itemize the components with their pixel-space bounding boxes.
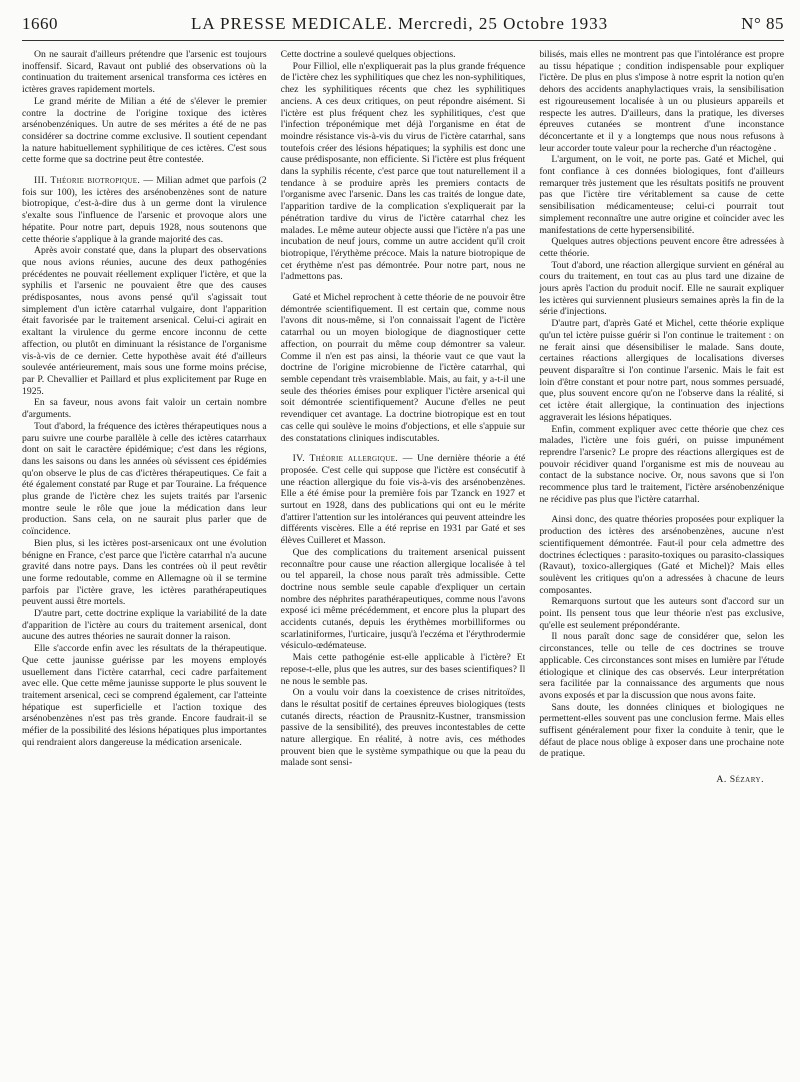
paragraph xyxy=(22,421,267,538)
paragraph-text: On a voulu voir dans la coexistence de crises nitritoïdes, dans le résultat positif de certaines épreuves biologiques (tests cutanés directs, réaction de Prausnitz-Kustner, transmission passive de la sensibilité), des preuves incontestables de cette nature allergique. En réalité, à notre avis, ces méthodes prouvent bien que le système sympathique ou que la peau du malade sont sensi- xyxy=(280,687,526,769)
paragraph-text: Milian admet que parfois (2 fois sur 100), les ictères des arsénobenzènes sont de nature biotropique, c'est-à-dire dus à un germe dont la virulence s'exalte sous l'influence de l'arsenic et provoque alors une hépatite. Pour notre part, depuis 1928, nous soutenons que cette théorie s'applique à la grande majorité des cas. xyxy=(22,175,267,245)
paragraph-text: On ne saurait d'ailleurs prétendre que l'arsenic est toujours inoffensif. Sicard, Ravaut ont publié des observations où la continuation du traitement arsenical transforma ces ictères en ictères graves rapidement mortels. xyxy=(22,49,267,96)
paragraph-text: Cette doctrine a soulevé quelques objections. xyxy=(280,49,456,60)
author-signature: A. Sézary. xyxy=(716,774,764,786)
paragraph-text: Après avoir constaté que, dans la plupart des observations que nous avions réunies, aucune des deux pathogénies précédentes ne pouvait réellement expliquer l'ictère, et que la syphilis et l'arsenic ne pouvaient être que des causes prédisposantes, nous avons pensé qu'il s'agissait tout simplement d'un ictère catarrhal vulgaire, dont l'apparition était favorisée par le traitement arsenical. Celui-ci agirait en exaltant la virulence du germe encore inconnu de cette affection, ou plutôt en diminuant la résistance de l'organisme vis-à-vis de ce dernier. Cette hypothèse avait été d'ailleurs soulevée antérieurement, mais sous une forme moins précise, par P. Chevallier et Paillard et plus explicitement par Ruge en 1925. xyxy=(22,245,267,397)
paragraph xyxy=(539,702,784,761)
paragraph xyxy=(281,61,526,283)
paragraph-text: Que des complications du traitement arsenical puissent reconnaître pour cause une réaction allergique localisée à tel ou tel appareil, la chose nous paraît très admissible. Cette doctrine nous semble seule capable d'expliquer un certain nombre des néphrites parathérapeutiques, comme nous l'avons exposé ici même précédemment, et encore plus la plupart des accidents cutanés, depuis les érythèmes morbilliformes ou scarlatiniformes, l'urticaire, jusqu'à l'eczéma et l'érythrodermie vésiculo-œdémateuse. xyxy=(280,546,526,652)
paragraph xyxy=(281,49,526,61)
paragraph xyxy=(539,236,784,259)
paragraph-text: L'argument, on le voit, ne porte pas. Gaté et Michel, qui font confiance à ces données biologiques, font d'ailleurs remarquer très justement que les résultats positifs ne prouvent pas que l'ictère tire véritablement sa cause de cette sensibilisation médicamenteuse; celui-ci pourrait tout simplement reconnaître une autre origine et coïncider avec les manifestations de cette hypersensibilité. xyxy=(539,154,784,236)
paragraph-text: Le grand mérite de Milian a été de s'élever le premier contre la doctrine de l'origine toxique des ictères arsénobenzéniques. Un autre de ses mérites a été de ne pas considérer sa doctrine comme exclusive. Il soutient cependant la nature habituellement syphilitique de ces ictères. C'est sous cette forme que sa doctrine peut être contestée. xyxy=(22,95,267,166)
paragraph-text: En sa faveur, nous avons fait valoir un certain nombre d'arguments. xyxy=(22,397,267,421)
paragraph-text: bilisés, mais elles ne montrent pas que l'intolérance est propre au tissu hépatique ; condition indispensable pour expliquer l'ictère. De plus en plus s'impose à notre esprit la notion qu'en dehors des accidents anaphylactiques vrais, la sensibilisation est rigoureusement localisée à un ou plusieurs appareils et respecte les autres. D'ailleurs, dans la pratique, les diverses épreuves cutanées se montrent d'une inconstance déconcertante et il y a longtemps que nous nous refusons à leur accorder toute valeur pour la recherche d'un réactogène . xyxy=(539,49,784,154)
paragraph xyxy=(281,687,526,769)
paragraph xyxy=(22,49,267,96)
paragraph-text: Tout d'abord, une réaction allergique survient en général au cours du traitement, en tout cas au plus tard une dizaine de jours après l'action du produit nocif. Elle ne saurait expliquer les ictères qui surviennent plusieurs semaines après la fin de la série d'injections. xyxy=(539,259,784,318)
paragraph xyxy=(22,175,267,245)
paragraph-text: Pour Filliol, elle n'expliquerait pas la plus grande fréquence de l'ictère chez les syphilitiques que chez les non-syphilitiques, chez les syphilitiques récents que chez les syphilitiques anciens. A ces deux critiques, on peut répondre aisément. Si l'ictère est plus fréquent chez les syphilitiques, c'est que l'infection tréponémique met déjà l'organisme en état de moindre résistance vis-à-vis du virus de l'ictère catarrhal, sans toutefois créer des lésions hépatiques; la syphilis est donc une cause prédisposante, non efficiente. Si l'ictère est plus fréquent dans la syphilis récente, c'est parce que tout naturellement il a tendance à se produire après les premiers contacts de l'organisme avec l'arsenic. Dans les cas traités de longue date, l'apparition tardive de la complication s'expliquerait par la pénétration tardive du virus de l'ictère catarrhal chez les malades. Le même auteur objecte aussi que l'ictère n'a pas une incubation de neuf jours, comme un autre accident qu'il croit biotropique, l'érythème précoce. Mais la nature biotropique de cet érythème n'est pas démontrée. Pour notre part, nous ne l'admettons pas. xyxy=(280,60,526,283)
paragraph-text: Mais cette pathogénie est-elle applicable à l'ictère? Et repose-t-elle, plus que les autres, sur des bases scientifiques? Il ne nous le semble pas. xyxy=(280,652,526,687)
column-right xyxy=(539,49,784,1059)
section-heading: IV. Théorie allergique. — xyxy=(292,453,413,465)
paragraph-text: Quelques autres objections peuvent encore être adressées à cette théorie. xyxy=(539,236,784,259)
section-heading: III. Théorie biotropique. — xyxy=(34,175,154,187)
paragraph-text: Enfin, comment expliquer avec cette théorie que chez ces malades, l'ictère une fois guéri, on puisse impunément reprendre l'arsenic? Le propre des réactions allergiques est de pouvoir récidiver quand l'organisme est mis de nouveau au contact de la substance nocive. Or, nous savons que si l'on recommence plus tard le traitement, l'ictère arsénobenzénique ne récidive pas plus que l'ictère catarrhal. xyxy=(539,423,784,505)
paragraph-text: Sans doute, les données cliniques et biologiques ne permettent-elles souvent pas une conclusion ferme. Mais elles suffisent généralement pour fixer la conduite à tenir, que le défaut de place nous oblige à exposer dans une prochaine note de pratique. xyxy=(539,701,784,760)
paragraph xyxy=(539,260,784,319)
paragraph-text: Remarquons surtout que les auteurs sont d'accord sur un point. Ils pensent tous que leur théorie n'est pas exclusive, qu'elle est seulement prépondérante. xyxy=(539,596,784,631)
paragraph-text: Ainsi donc, des quatre théories proposées pour expliquer la production des ictères des arsénobenzènes, aucune n'est scientifiquement démontrée. Faut-il pour cela admettre des doctrines éclectiques : parasito-toxiques ou parasito-classiques (Ravaut), toxico-allergiques (Gaté et Michel)? Mais elles soulèvent les critiques qu'on a adressées à chacune de leurs composantes. xyxy=(539,514,784,596)
paragraph-text: Gaté et Michel reprochent à cette théorie de ne pouvoir être démontrée scientifiquement. Il est certain que, comme nous l'avons dit nous-même, si l'on connaissait l'agent de l'ictère catarrhal ou un moyen biologique de diagnostiquer cette affection, on pourrait du même coup démontrer sa valeur. Comme il n'en est pas ainsi, la théorie vaut ce que vaut la doctrine de l'origine microbienne de l'ictère catarrhal, qui semble cependant très vraisemblable. Mais, au fait, y a-t-il une seule des théories émises pour expliquer l'ictère arsenical qui soit démontrée scientifiquement? Aucune d'elles ne peut revendiquer cet avantage. La doctrine biotropique est en tout cas celle qui soulève le moins d'objections, et elle s'appuie sur des constatations cliniques indiscutables. xyxy=(280,292,526,444)
paragraph-text: Bien plus, si les ictères post-arsenicaux ont une évolution bénigne en France, c'est parce que l'ictère catarrhal n'a aucune gravité dans notre pays. Dans les contrées où il peut revêtir une forme redoutable, comme en Allemagne où il se termine parfois par l'ictère grave, les ictères parathérapeutiques peuvent aussi être mortels. xyxy=(22,537,267,608)
article-body xyxy=(22,49,784,1059)
column-middle xyxy=(281,49,526,1059)
paragraph xyxy=(281,652,526,687)
paragraph-text: Elle s'accorde enfin avec les résultats de la thérapeutique. Que cette jaunisse guérisse par les moyens employés usuellement dans l'ictère catarrhal, ceci cadre parfaitement avec elle. Que cette même jaunisse supporte le plus souvent le traitement arsenical, ceci se comprend également, car l'atteinte hépatique est superficielle et l'action toxique des arsénobenzènes n'est pas très grande. Encore faudrait-il se méfier de la possibilité des lésions hépatiques plus importantes qui rendraient alors dangereuse la médication arsenicale. xyxy=(22,643,267,748)
paragraph xyxy=(281,453,526,547)
paragraph xyxy=(22,245,267,397)
paragraph-text: Tout d'abord, la fréquence des ictères thérapeutiques nous a paru suivre une courbe parallèle à celle des ictères catarrhaux dont on sait le caractère épidémique; c'est dans les régions, dans les saisons ou dans les années où sévissent ces épidémies qu'on observe le plus de cas d'ictères thérapeutiques. Ce fait a été également constaté par Ruge et par Touraine. La fréquence plus grande de l'ictère chez les sujets traités par l'arsenic montre seule le rôle que joue la médication dans leur production. Sans cela, on ne saurait plus parler que de coïncidence. xyxy=(22,420,267,538)
paragraph xyxy=(281,547,526,652)
paragraph xyxy=(539,424,784,506)
paragraph xyxy=(22,643,267,748)
paragraph xyxy=(539,596,784,631)
paragraph xyxy=(22,538,267,608)
paragraph xyxy=(539,318,784,423)
page-header xyxy=(22,14,784,41)
paragraph-text: D'autre part, d'après Gaté et Michel, cette théorie explique qu'un tel ictère puisse guérir si l'on continue le traitement : on ne ferait ainsi que désensibiliser le malade. Sans doute, certaines réactions allergiques de localisations diverses peuvent disparaître si l'on continue l'arsenic. Mais le fait est loin d'être constant et pour notre part, nous sommes persuadé, que, plus souvent encore qu'on ne l'observe dans la réalité, si cet ictère était allergique, la continuation des injections aggraverait les lésions hépatiques. xyxy=(539,318,784,423)
paragraph xyxy=(22,397,267,420)
paragraph xyxy=(539,49,784,154)
journal-title: LA PRESSE MEDICALE. Mercredi, 25 Octobre 1933 xyxy=(191,14,609,33)
paragraph-text: Il nous paraît donc sage de considérer que, selon les circonstances, telle ou telle de ces doctrines se trouve applicable. Ces circonstances sont mises en lumière par l'étude étiologique et clinique des cas observés. Leur interprétation sera facilitée par la connaissance des arguments que nous avons exposés et par la discussion que nous avons faite. xyxy=(539,631,784,701)
page-number: 1660 xyxy=(22,14,58,33)
paragraph xyxy=(281,292,526,444)
paragraph xyxy=(22,608,267,643)
paragraph xyxy=(539,154,784,236)
paragraph xyxy=(539,514,784,596)
column-left xyxy=(22,49,267,1059)
paragraph xyxy=(539,631,784,701)
paragraph xyxy=(22,96,267,166)
paragraph-text: D'autre part, cette doctrine explique la variabilité de la date d'apparition de l'ictère au cours du traitement arsenical, dont aucune des autres théories ne saurait donner la raison. xyxy=(22,608,267,643)
paragraph-text: Une dernière théorie a été proposée. C'est celle qui suppose que l'ictère est consécutif à une réaction allergique du foie vis-à-vis des arsénobenzènes. Elle a été émise pour la première fois par Tzanck en 1927 et surtout en 1928, dans des publications qui ont eu le mérite d'attirer l'attention sur les intolérances qui peuvent atteindre les différents viscères. Elle a été reprise en 1931 par Gaté et ses élèves Cuilleret et Masson. xyxy=(280,453,526,547)
issue-number: N° 85 xyxy=(741,14,784,33)
